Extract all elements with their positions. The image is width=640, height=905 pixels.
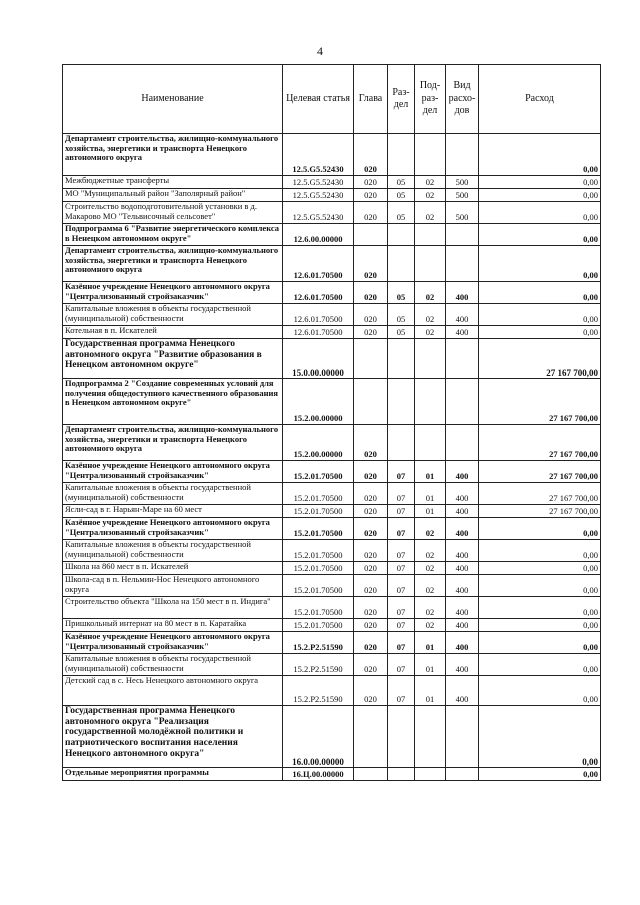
- table-row: [63, 505, 601, 518]
- cell-subsection: 02: [415, 282, 446, 304]
- cell-article: 12.5.G5.52430: [283, 189, 354, 202]
- cell-name: Казённое учреждение Ненецкого автономного округа "Централизованный стройзаказчик": [63, 461, 283, 483]
- cell-section: 05: [388, 202, 415, 224]
- cell-chapter: 020: [354, 619, 388, 632]
- cell-subsection: 01: [415, 676, 446, 706]
- cell-chapter: 020: [354, 246, 388, 282]
- cell-subsection: 02: [415, 540, 446, 562]
- cell-chapter: 020: [354, 632, 388, 654]
- cell-name: Департамент строительства, жилищно-коммунального хозяйства, энергетики и транспорта Ненецкого автономного округа: [63, 425, 283, 461]
- cell-section: 05: [388, 282, 415, 304]
- cell-name: Департамент строительства, жилищно-коммунального хозяйства, энергетики и транспорта Ненецкого автономного округа: [63, 246, 283, 282]
- cell-amount: 0,00: [479, 632, 601, 654]
- header-article: Целевая статья: [283, 65, 354, 134]
- cell-section: [388, 246, 415, 282]
- cell-article: 16.Ц.00.00000: [283, 768, 354, 781]
- cell-expense-type: 400: [446, 326, 479, 339]
- cell-subsection: 01: [415, 483, 446, 505]
- cell-subsection: [415, 379, 446, 425]
- cell-section: 05: [388, 176, 415, 189]
- cell-expense-type: [446, 706, 479, 768]
- cell-section: 07: [388, 540, 415, 562]
- cell-article: 15.0.00.00000: [283, 339, 354, 379]
- cell-amount: 0,00: [479, 326, 601, 339]
- cell-section: [388, 339, 415, 379]
- cell-name: Казённое учреждение Ненецкого автономного округа "Централизованный стройзаказчик": [63, 518, 283, 540]
- cell-expense-type: [446, 134, 479, 176]
- cell-section: 05: [388, 189, 415, 202]
- cell-section: 07: [388, 676, 415, 706]
- cell-article: 15.2.01.70500: [283, 562, 354, 575]
- table-row: [63, 676, 601, 706]
- cell-subsection: 01: [415, 632, 446, 654]
- cell-expense-type: 500: [446, 189, 479, 202]
- cell-chapter: 020: [354, 425, 388, 461]
- cell-article: 15.2.01.70500: [283, 619, 354, 632]
- cell-expense-type: 400: [446, 505, 479, 518]
- cell-amount: 27 167 700,00: [479, 339, 601, 379]
- cell-expense-type: [446, 379, 479, 425]
- cell-subsection: 02: [415, 597, 446, 619]
- cell-name: Департамент строительства, жилищно-коммунального хозяйства, энергетики и транспорта Ненецкого автономного округа: [63, 134, 283, 176]
- cell-subsection: 02: [415, 518, 446, 540]
- cell-chapter: 020: [354, 540, 388, 562]
- table-row: [63, 632, 601, 654]
- cell-subsection: [415, 134, 446, 176]
- cell-name: Школа на 860 мест в п. Искателей: [63, 562, 283, 575]
- table-row: [63, 202, 601, 224]
- cell-subsection: 02: [415, 176, 446, 189]
- budget-table: [62, 64, 601, 781]
- cell-amount: 0,00: [479, 224, 601, 246]
- cell-article: 15.2.01.70500: [283, 597, 354, 619]
- cell-subsection: 02: [415, 562, 446, 575]
- cell-name: Межбюджетные трансферты: [63, 176, 283, 189]
- cell-expense-type: 400: [446, 632, 479, 654]
- cell-name: МО "Муниципальный район "Заполярный район": [63, 189, 283, 202]
- cell-expense-type: [446, 425, 479, 461]
- cell-article: 15.2.P2.51590: [283, 676, 354, 706]
- cell-amount: 27 167 700,00: [479, 461, 601, 483]
- cell-chapter: 020: [354, 461, 388, 483]
- cell-amount: 0,00: [479, 189, 601, 202]
- cell-amount: 0,00: [479, 134, 601, 176]
- cell-article: 16.0.00.00000: [283, 706, 354, 768]
- table-body: [63, 134, 601, 781]
- cell-name: Капитальные вложения в объекты государственной (муниципальной) собственности: [63, 304, 283, 326]
- table-row: [63, 339, 601, 379]
- cell-expense-type: 400: [446, 518, 479, 540]
- cell-expense-type: [446, 224, 479, 246]
- cell-expense-type: 400: [446, 461, 479, 483]
- cell-amount: 0,00: [479, 202, 601, 224]
- cell-amount: 27 167 700,00: [479, 483, 601, 505]
- table-row: [63, 304, 601, 326]
- cell-amount: 0,00: [479, 176, 601, 189]
- table-row: [63, 246, 601, 282]
- cell-chapter: 020: [354, 189, 388, 202]
- cell-section: 07: [388, 518, 415, 540]
- cell-subsection: 02: [415, 304, 446, 326]
- table-row: [63, 562, 601, 575]
- cell-article: 15.2.01.70500: [283, 461, 354, 483]
- cell-amount: 0,00: [479, 706, 601, 768]
- cell-article: 12.5.G5.52430: [283, 176, 354, 189]
- cell-amount: 0,00: [479, 304, 601, 326]
- cell-name: Казённое учреждение Ненецкого автономного округа "Централизованный стройзаказчик": [63, 632, 283, 654]
- cell-amount: 0,00: [479, 282, 601, 304]
- cell-section: [388, 224, 415, 246]
- cell-section: 07: [388, 461, 415, 483]
- cell-chapter: 020: [354, 176, 388, 189]
- cell-chapter: 020: [354, 597, 388, 619]
- cell-section: [388, 706, 415, 768]
- cell-amount: 0,00: [479, 518, 601, 540]
- cell-article: 12.6.01.70500: [283, 326, 354, 339]
- cell-section: 05: [388, 304, 415, 326]
- cell-section: 07: [388, 619, 415, 632]
- cell-section: 07: [388, 654, 415, 676]
- header-expense-type: Вид расхо-дов: [446, 65, 479, 134]
- header-row: [63, 65, 601, 134]
- cell-amount: 27 167 700,00: [479, 425, 601, 461]
- cell-name: Казённое учреждение Ненецкого автономного округа "Централизованный стройзаказчик": [63, 282, 283, 304]
- header-name: Наименование: [63, 65, 283, 134]
- cell-name: Подпрограмма 2 "Создание современных условий для получения общедоступного качественного образования в Ненецком автономном округе": [63, 379, 283, 425]
- cell-section: [388, 425, 415, 461]
- cell-amount: 0,00: [479, 246, 601, 282]
- cell-subsection: [415, 425, 446, 461]
- table-row: [63, 575, 601, 597]
- cell-amount: 0,00: [479, 597, 601, 619]
- table-row: [63, 518, 601, 540]
- table-row: [63, 768, 601, 781]
- cell-chapter: [354, 224, 388, 246]
- cell-name: Пришкольный интернат на 80 мест в п. Каратайка: [63, 619, 283, 632]
- cell-chapter: 020: [354, 518, 388, 540]
- cell-amount: 0,00: [479, 768, 601, 781]
- cell-amount: 0,00: [479, 575, 601, 597]
- cell-expense-type: 400: [446, 562, 479, 575]
- cell-name: Строительство водоподготовительной установки в д. Макарово МО "Тельвисочный сельсовет": [63, 202, 283, 224]
- table-row: [63, 619, 601, 632]
- cell-section: 07: [388, 483, 415, 505]
- cell-expense-type: 400: [446, 654, 479, 676]
- table-row: [63, 654, 601, 676]
- table-row: [63, 189, 601, 202]
- cell-chapter: 020: [354, 282, 388, 304]
- table-row: [63, 224, 601, 246]
- cell-subsection: 02: [415, 575, 446, 597]
- cell-article: 15.2.P2.51590: [283, 632, 354, 654]
- cell-expense-type: [446, 768, 479, 781]
- cell-article: 15.2.01.70500: [283, 483, 354, 505]
- cell-article: 12.5.G5.52430: [283, 134, 354, 176]
- cell-section: [388, 379, 415, 425]
- cell-expense-type: 400: [446, 597, 479, 619]
- cell-subsection: [415, 768, 446, 781]
- cell-chapter: 020: [354, 483, 388, 505]
- cell-amount: 27 167 700,00: [479, 379, 601, 425]
- cell-chapter: 020: [354, 575, 388, 597]
- cell-chapter: 020: [354, 304, 388, 326]
- cell-expense-type: 500: [446, 176, 479, 189]
- cell-article: 15.2.P2.51590: [283, 654, 354, 676]
- cell-expense-type: 400: [446, 304, 479, 326]
- cell-expense-type: [446, 339, 479, 379]
- cell-expense-type: 400: [446, 282, 479, 304]
- cell-article: 15.2.01.70500: [283, 518, 354, 540]
- cell-subsection: 01: [415, 461, 446, 483]
- cell-article: 12.5.G5.52430: [283, 202, 354, 224]
- cell-amount: 0,00: [479, 619, 601, 632]
- cell-article: 12.6.01.70500: [283, 246, 354, 282]
- cell-section: 05: [388, 326, 415, 339]
- cell-name: Капитальные вложения в объекты государственной (муниципальной) собственности: [63, 654, 283, 676]
- cell-chapter: 020: [354, 654, 388, 676]
- cell-chapter: [354, 339, 388, 379]
- cell-section: 07: [388, 562, 415, 575]
- cell-amount: 0,00: [479, 540, 601, 562]
- cell-subsection: [415, 706, 446, 768]
- cell-article: 12.6.01.70500: [283, 282, 354, 304]
- cell-section: 07: [388, 597, 415, 619]
- header-chapter: Глава: [354, 65, 388, 134]
- cell-expense-type: 400: [446, 540, 479, 562]
- table-row: [63, 706, 601, 768]
- table-row: [63, 326, 601, 339]
- cell-subsection: 01: [415, 505, 446, 518]
- cell-subsection: [415, 224, 446, 246]
- cell-name: Школа-сад в п. Нельмин-Нос Ненецкого автономного округа: [63, 575, 283, 597]
- cell-name: Капитальные вложения в объекты государственной (муниципальной) собственности: [63, 540, 283, 562]
- cell-subsection: 02: [415, 326, 446, 339]
- header-subsection: Под-раз-дел: [415, 65, 446, 134]
- cell-name: Государственная программа Ненецкого автономного округа "Реализация государственной молодёжной политики и патриотического воспитания населения Ненецкого автономного округа": [63, 706, 283, 768]
- cell-article: 15.2.01.70500: [283, 575, 354, 597]
- cell-chapter: [354, 379, 388, 425]
- cell-section: 07: [388, 575, 415, 597]
- cell-section: [388, 134, 415, 176]
- cell-subsection: 02: [415, 619, 446, 632]
- cell-subsection: [415, 246, 446, 282]
- cell-name: Строительство объекта "Школа на 150 мест в п. Индига": [63, 597, 283, 619]
- cell-article: 15.2.00.00000: [283, 425, 354, 461]
- cell-section: [388, 768, 415, 781]
- cell-amount: 0,00: [479, 562, 601, 575]
- cell-chapter: 020: [354, 676, 388, 706]
- cell-article: 15.2.01.70500: [283, 540, 354, 562]
- cell-chapter: [354, 768, 388, 781]
- cell-chapter: 020: [354, 326, 388, 339]
- cell-expense-type: [446, 246, 479, 282]
- table-row: [63, 134, 601, 176]
- cell-article: 12.6.00.00000: [283, 224, 354, 246]
- cell-name: Котельная в п. Искателей: [63, 326, 283, 339]
- cell-name: Капитальные вложения в объекты государственной (муниципальной) собственности: [63, 483, 283, 505]
- cell-article: 12.6.01.70500: [283, 304, 354, 326]
- table-row: [63, 282, 601, 304]
- page-number: 4: [317, 44, 323, 58]
- cell-expense-type: 400: [446, 619, 479, 632]
- header-amount: Расход: [479, 65, 601, 134]
- cell-chapter: [354, 706, 388, 768]
- cell-section: 07: [388, 505, 415, 518]
- cell-amount: 0,00: [479, 676, 601, 706]
- cell-subsection: 01: [415, 654, 446, 676]
- table-row: [63, 597, 601, 619]
- cell-chapter: 020: [354, 134, 388, 176]
- table-row: [63, 379, 601, 425]
- cell-chapter: 020: [354, 202, 388, 224]
- cell-name: Подпрограмма 6 "Развитие энергетического комплекса в Ненецком автономном округе": [63, 224, 283, 246]
- cell-name: Отдельные мероприятия программы: [63, 768, 283, 781]
- table-row: [63, 483, 601, 505]
- cell-chapter: 020: [354, 562, 388, 575]
- cell-expense-type: 400: [446, 676, 479, 706]
- cell-amount: 27 167 700,00: [479, 505, 601, 518]
- table-row: [63, 540, 601, 562]
- cell-expense-type: 400: [446, 575, 479, 597]
- cell-subsection: 02: [415, 189, 446, 202]
- cell-section: 07: [388, 632, 415, 654]
- cell-article: 15.2.01.70500: [283, 505, 354, 518]
- table-row: [63, 461, 601, 483]
- cell-subsection: 02: [415, 202, 446, 224]
- cell-chapter: 020: [354, 505, 388, 518]
- cell-name: Государственная программа Ненецкого автономного округа "Развитие образования в Ненецком автономном округе": [63, 339, 283, 379]
- cell-subsection: [415, 339, 446, 379]
- cell-expense-type: 400: [446, 483, 479, 505]
- cell-name: Детский сад в с. Несь Ненецкого автономного округа: [63, 676, 283, 706]
- header-section: Раз-дел: [388, 65, 415, 134]
- cell-name: Ясли-сад в г. Нарьян-Маре на 60 мест: [63, 505, 283, 518]
- cell-amount: 0,00: [479, 654, 601, 676]
- cell-article: 15.2.00.00000: [283, 379, 354, 425]
- cell-expense-type: 500: [446, 202, 479, 224]
- table-row: [63, 425, 601, 461]
- table-row: [63, 176, 601, 189]
